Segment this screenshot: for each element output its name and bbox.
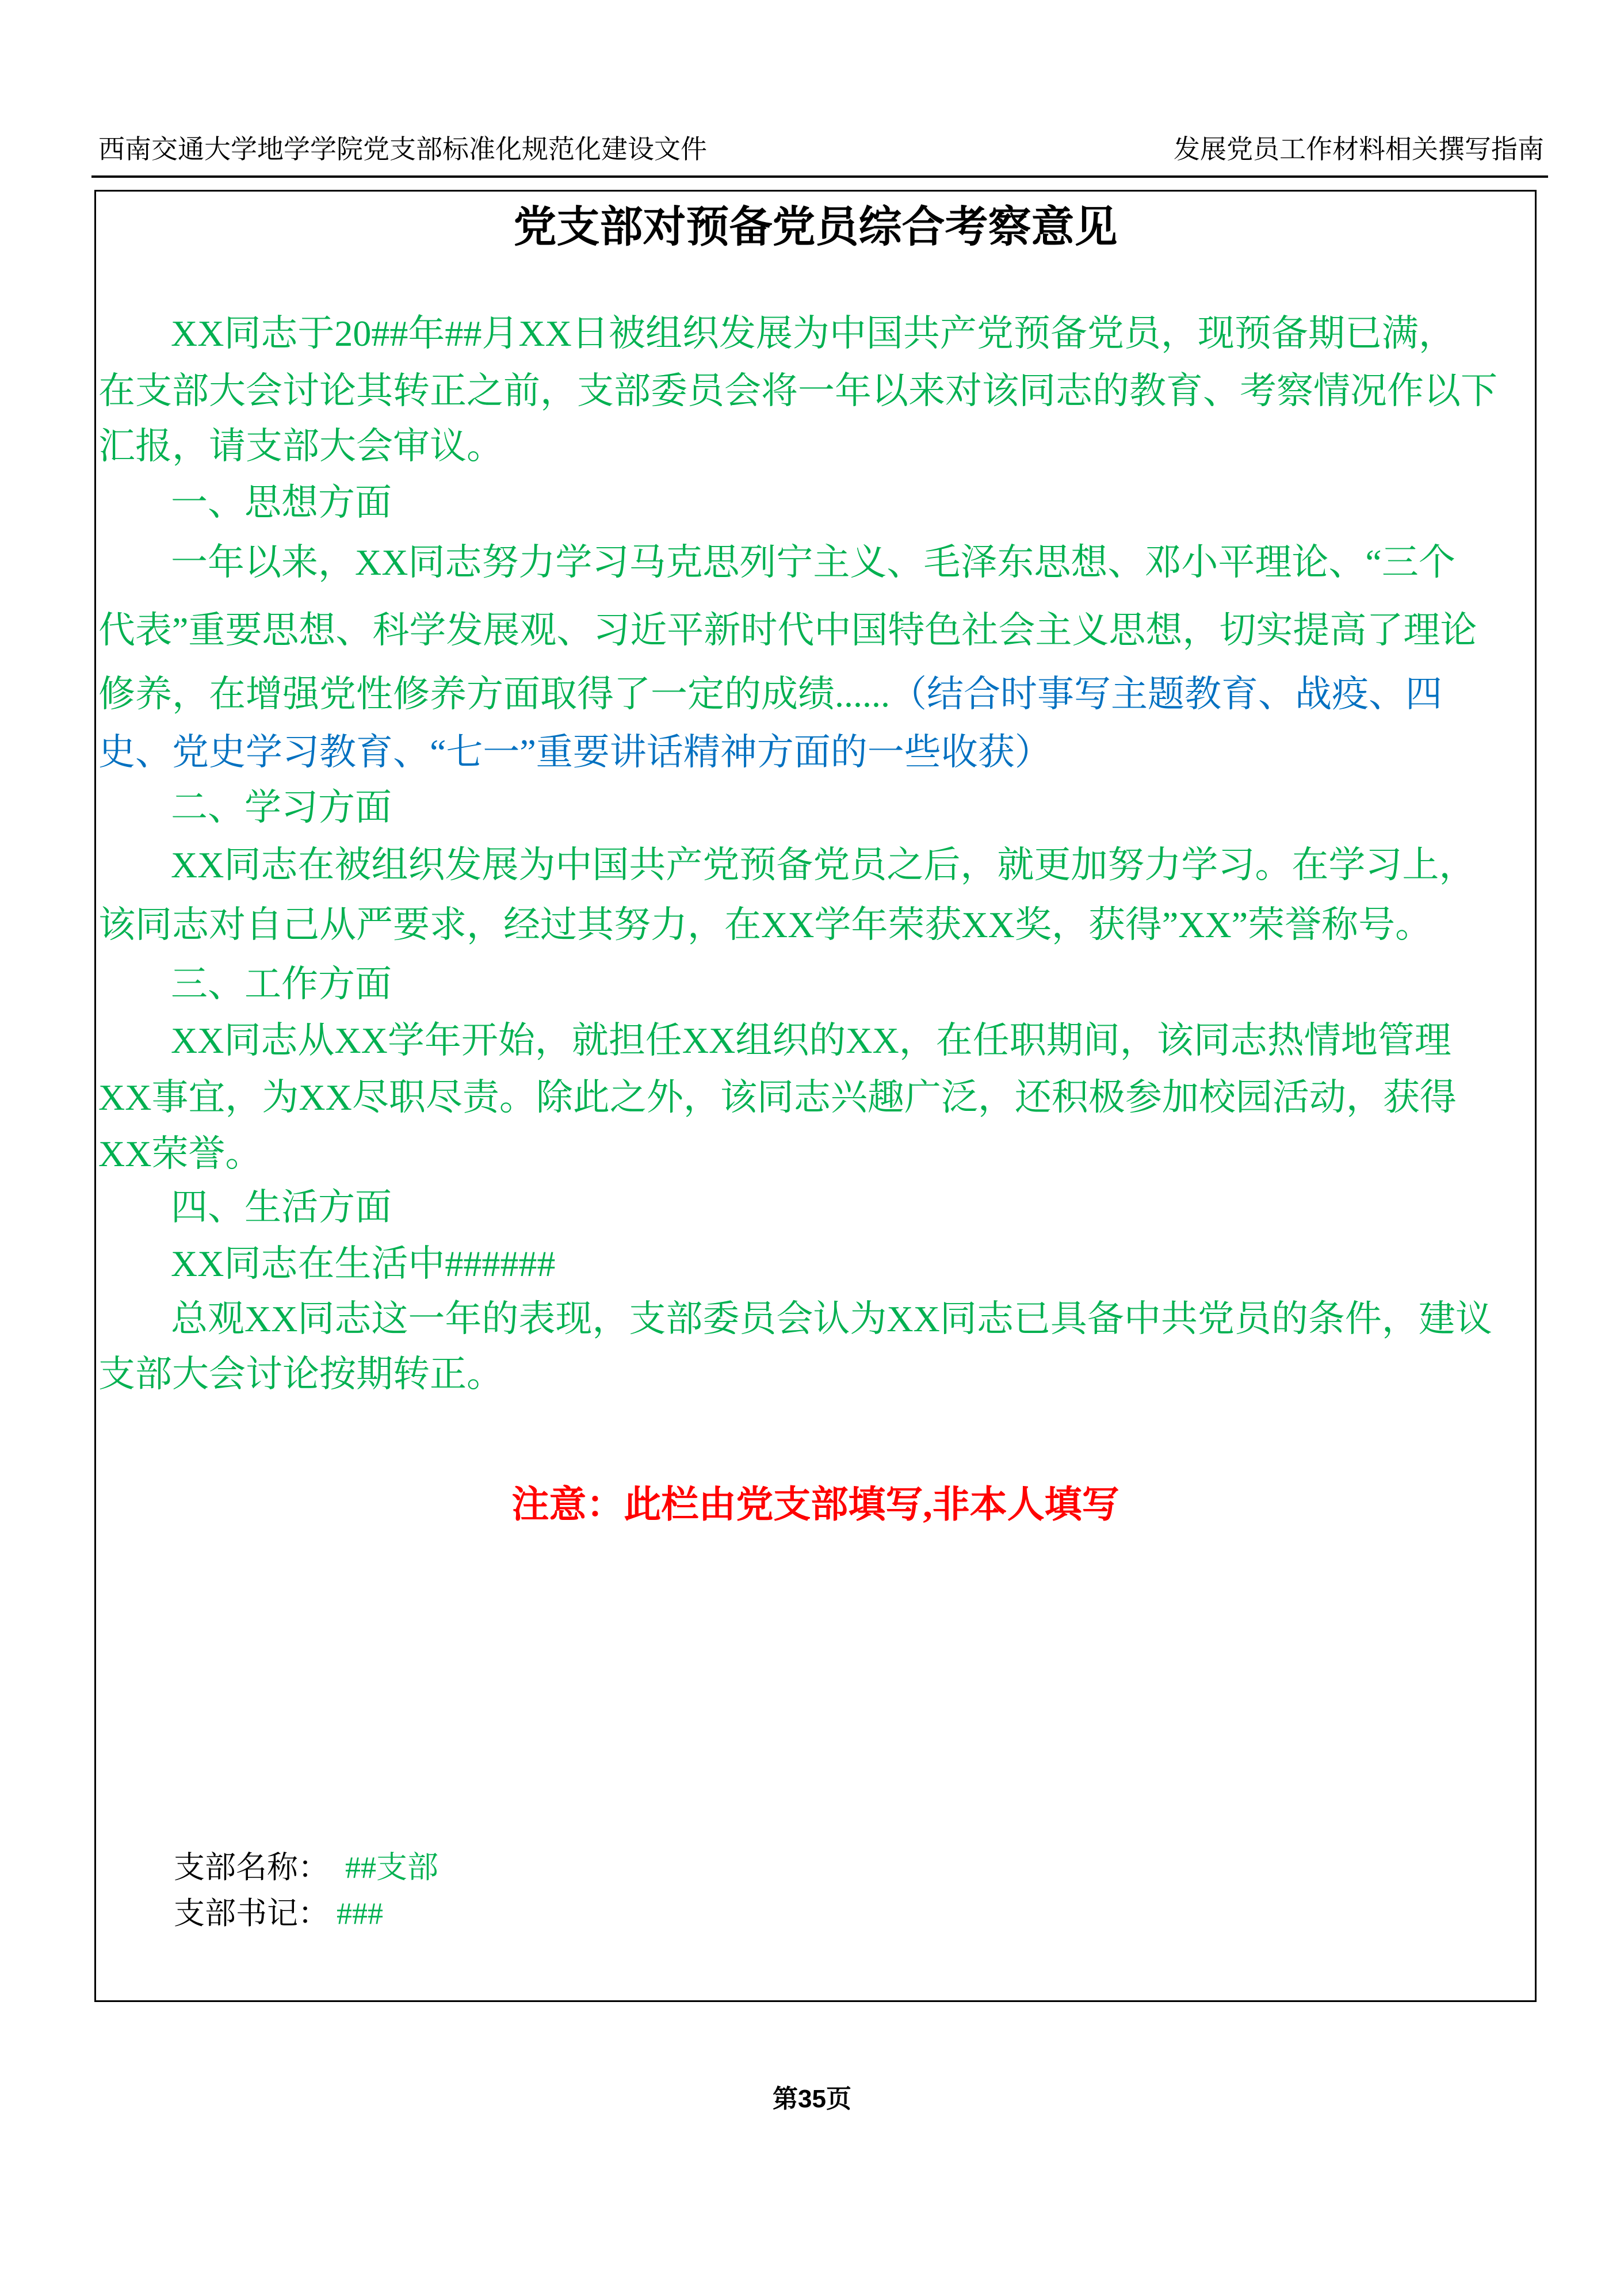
branch-name-row bbox=[174, 1847, 438, 1888]
paragraph-line: XX事宜，为XX尽职尽责。除此之外，该同志兴趣广泛，还积极参加校园活动，获得 bbox=[98, 1077, 1457, 1118]
page-number: 第35页 bbox=[773, 2085, 851, 2113]
conclusion-line: 支部大会讨论按期转正。 bbox=[98, 1354, 503, 1395]
branch-secretary-value: ### bbox=[337, 1896, 383, 1931]
paragraph-line: XX同志在被组织发展为中国共产党预备党员之后，就更加努力学习。在学习上， bbox=[171, 845, 1476, 885]
branch-name-value: ##支部 bbox=[345, 1850, 438, 1885]
section-heading: 四、生活方面 bbox=[171, 1187, 392, 1228]
paragraph-line: 该同志对自己从严要求，经过其努力，在XX学年荣获XX奖，获得”XX”荣誉称号。 bbox=[98, 904, 1432, 945]
section-heading: 三、工作方面 bbox=[171, 964, 392, 1004]
conclusion-line: 总观XX同志这一年的表现，支部委员会认为XX同志已具备中共党员的条件，建议 bbox=[171, 1298, 1492, 1339]
writing-hint-text: （结合时事写主题教育、战疫、四 bbox=[890, 674, 1442, 715]
fill-in-note: 注意：此栏由党支部填写,非本人填写 bbox=[511, 1484, 1119, 1526]
header-divider bbox=[91, 175, 1548, 178]
paragraph-line: 在支部大会讨论其转正之前，支部委员会将一年以来对该同志的教育、考察情况作以下 bbox=[98, 370, 1497, 411]
paragraph-line bbox=[98, 671, 1442, 717]
section-heading: 一、思想方面 bbox=[171, 482, 392, 523]
writing-hint-line: 史、党史学习教育、“七一”重要讲话精神方面的一些收获） bbox=[98, 732, 1052, 773]
paragraph-line: 代表”重要思想、科学发展观、习近平新时代中国特色社会主义思想，切实提高了理论 bbox=[98, 610, 1477, 651]
branch-secretary-row bbox=[174, 1893, 383, 1934]
paragraph-line: XX荣誉。 bbox=[98, 1133, 262, 1174]
opinion-form-box bbox=[94, 190, 1537, 2002]
header-right-text: 发展党员工作材料相关撰写指南 bbox=[1174, 135, 1544, 164]
paragraph-line: XX同志从XX学年开始，就担任XX组织的XX，在任职期间，该同志热情地管理 bbox=[171, 1020, 1451, 1061]
form-title: 党支部对预备党员综合考察意见 bbox=[513, 204, 1118, 251]
paragraph-line: 汇报，请支部大会审议。 bbox=[98, 426, 503, 467]
paragraph-text: 修养，在增强党性修养方面取得了一定的成绩...... bbox=[98, 674, 890, 715]
paragraph-line: XX同志在生活中###### bbox=[171, 1243, 556, 1284]
paragraph-line: XX同志于20##年##月XX日被组织发展为中国共产党预备党员，现预备期已满， bbox=[171, 313, 1455, 354]
branch-secretary-label: 支部书记： bbox=[174, 1896, 329, 1931]
header-left-text: 西南交通大学地学学院党支部标准化规范化建设文件 bbox=[98, 135, 707, 164]
section-heading: 二、学习方面 bbox=[171, 787, 392, 828]
paragraph-line: 一年以来，XX同志努力学习马克思列宁主义、毛泽东思想、邓小平理论、“三个 bbox=[171, 542, 1455, 583]
branch-name-label: 支部名称： bbox=[174, 1850, 329, 1885]
